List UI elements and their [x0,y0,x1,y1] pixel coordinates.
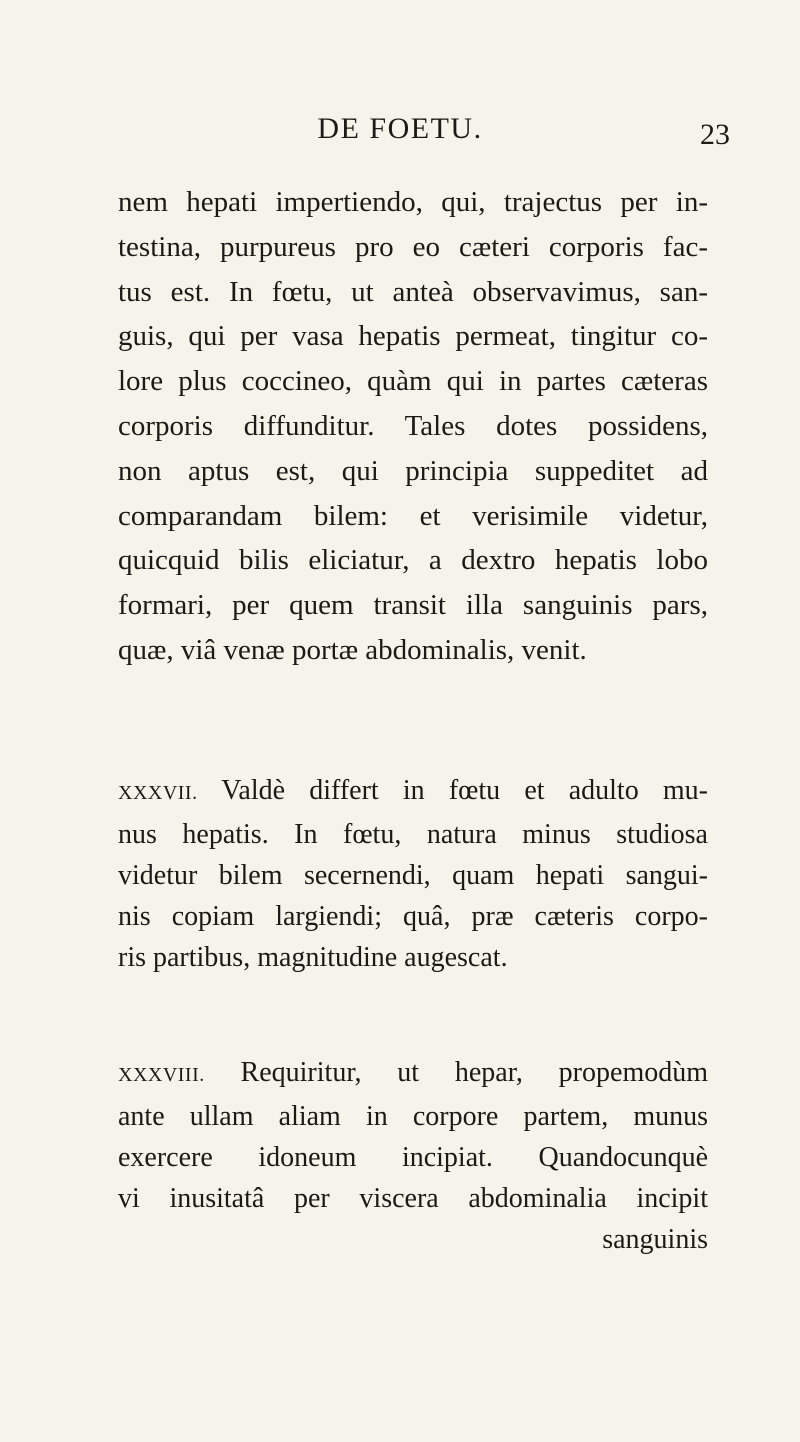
text-line: nem hepati impertiendo, qui, trajectus per in- [118,186,708,218]
text-line: quæ, viâ venæ portæ abdominalis, venit. [118,633,587,666]
text-line: formari, per quem transit illa sanguinis pars, [118,589,708,622]
text-line: quicquid bilis eliciatur, a dextro hepatis lobo [118,544,708,577]
text-line: exercere idoneum incipiat. Quandocunquè [118,1142,708,1173]
page-number: 23 [700,118,730,151]
paragraph-section-37 [118,770,708,978]
running-title: DE FOETU. [317,112,483,145]
text-line: testina, purpureus pro eo cæteri corporis fac- [118,230,708,263]
paragraph-continuation [118,180,708,673]
text-line: comparandam bilem: et verisimile videtur, [118,499,708,532]
section-number: XXXVIII. [118,1064,205,1086]
catchword: sanguinis [602,1224,708,1255]
text-line-content: Requiritur, ut hepar, propemodùm [240,1057,708,1088]
text-line: guis, qui per vasa hepatis permeat, tingitur co- [118,320,708,353]
paragraph-section-38 [118,1052,708,1260]
text-line: non aptus est, qui principia suppeditet ad [118,454,708,487]
text-line: corporis diffunditur. Tales dotes possidens, [118,409,708,442]
section-number: XXXVII. [118,782,198,804]
text-line: lore plus coccineo, quàm qui in partes cæteras [118,365,708,398]
text-line: nus hepatis. In fœtu, natura minus studiosa [118,819,708,850]
text-line: ante ullam aliam in corpore partem, munus [118,1101,708,1132]
text-line: videtur bilem secernendi, quam hepati sangui- [118,860,708,891]
running-head [0,108,800,158]
text-line: nis copiam largiendi; quâ, præ cæteris corpo- [118,901,708,932]
text-line-content: Valdè differt in fœtu et adulto mu- [221,775,708,806]
text-line: vi inusitatâ per viscera abdominalia incipit [118,1183,708,1214]
text-line [118,1052,708,1096]
text-line: tus est. In fœtu, ut anteà observavimus, san- [118,275,708,308]
text-line [118,770,708,814]
text-line: ris partibus, magnitudine augescat. [118,942,508,973]
